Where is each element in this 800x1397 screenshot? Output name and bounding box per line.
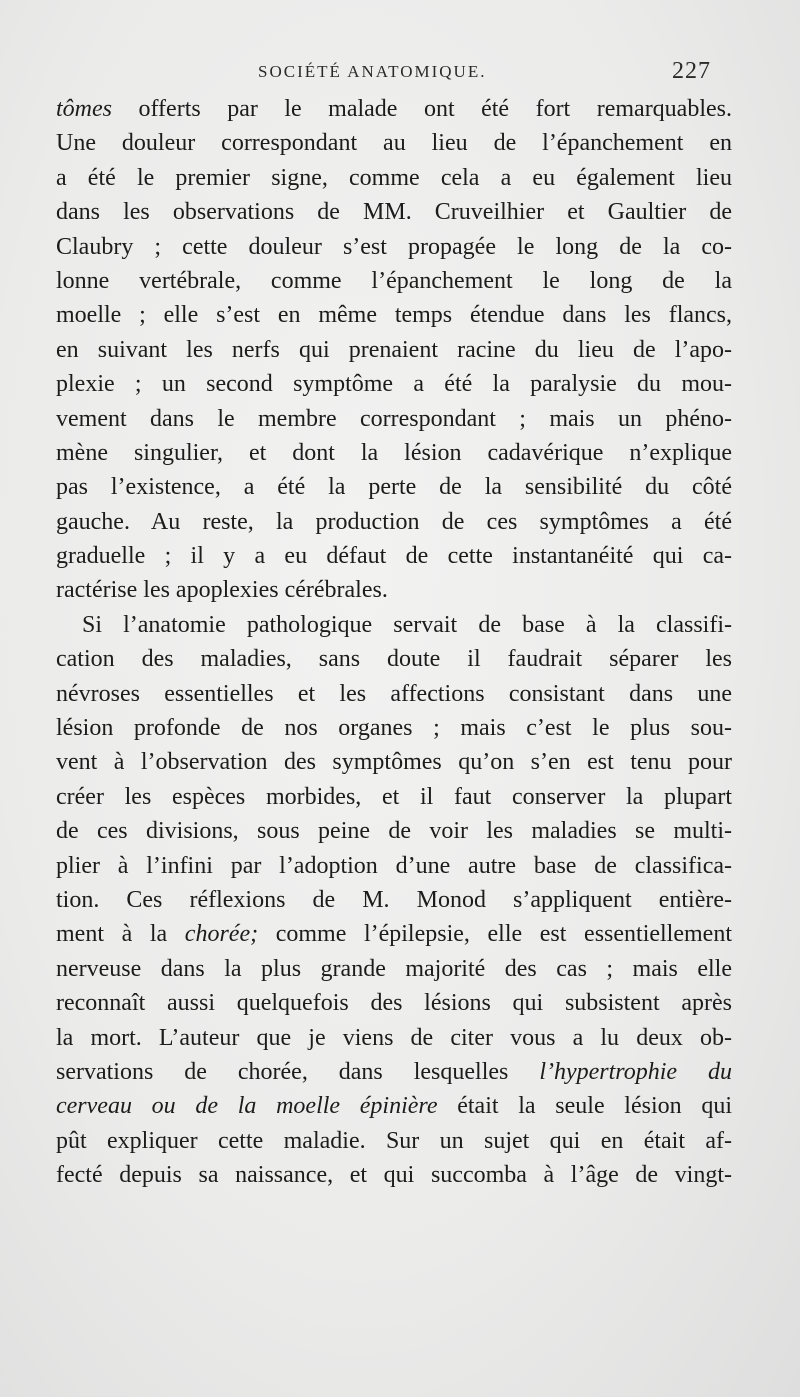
line-text: reconnaît aussi quelquefois des lésions qui subsistent après (56, 990, 732, 1017)
italic-text: cerveau ou de la moelle épinière (56, 1093, 438, 1120)
italic-text: tômes (56, 96, 112, 122)
text-line (56, 849, 732, 883)
text-line (56, 92, 732, 126)
italic-text: l’hypertrophie du (539, 1058, 733, 1085)
text-line (56, 952, 732, 986)
text-line (56, 195, 732, 229)
line-text: mène singulier, et dont la lésion cadavérique n’explique (56, 439, 732, 466)
line-text: vement dans le membre correspondant ; mais un phéno- (56, 405, 732, 432)
line-text: en suivant les nerfs qui prenaient racine du lieu de l’apo- (56, 336, 732, 363)
line-text: lésion profonde de nos organes ; mais c’est le plus sou- (56, 715, 732, 742)
line-text: graduelle ; il y a eu défaut de cette instantanéité qui ca- (56, 543, 732, 570)
text-line (56, 814, 732, 848)
text-line (56, 677, 732, 711)
line-text: comme l’épilepsie, elle est essentiellement (258, 921, 732, 948)
line-text: vent à l’observation des symptômes qu’on s’en est tenu pour (56, 749, 732, 776)
text-line (56, 986, 732, 1020)
line-text: pût expliquer cette maladie. Sur un sujet qui en était af- (56, 1127, 732, 1154)
line-text: ractérise les apoplexies cérébrales. (56, 577, 388, 604)
line-text: gauche. Au reste, la production de ces symptômes a été (56, 508, 732, 535)
text-line (56, 539, 732, 573)
text-line (56, 367, 732, 401)
text-line (56, 608, 732, 642)
line-text: offerts par le malade ont été fort remarquables. (112, 96, 732, 122)
text-line (56, 264, 732, 298)
italic-text: chorée; (184, 921, 259, 948)
line-text: Claubry ; cette douleur s’est propagée le long de la co- (56, 233, 732, 260)
line-text: tion. Ces réflexions de M. Monod s’appliquent entière- (56, 886, 732, 913)
text-line (56, 1021, 732, 1055)
text-line (56, 436, 732, 470)
text-line (56, 333, 732, 367)
text-line (56, 917, 732, 951)
text-line (56, 745, 732, 779)
line-text: Une douleur correspondant au lieu de l’épanchement en (56, 130, 732, 157)
text-line (56, 780, 732, 814)
line-text: plier à l’infini par l’adoption d’une autre base de classifica- (56, 852, 732, 879)
line-text: était la seule lésion qui (437, 1093, 733, 1120)
line-text: moelle ; elle s’est en même temps étendue dans les flancs, (56, 302, 732, 329)
text-line (56, 161, 732, 195)
text-line (56, 1124, 732, 1158)
line-text: plexie ; un second symptôme a été la paralysie du mou- (56, 371, 732, 398)
line-text: fecté depuis sa naissance, et qui succomba à l’âge de vingt- (56, 1162, 732, 1189)
text-line (56, 470, 732, 504)
text-line (56, 505, 732, 539)
page-header (0, 58, 800, 88)
line-text: la mort. L’auteur que je viens de citer vous a lu deux ob- (56, 1024, 732, 1051)
line-text: névroses essentielles et les affections consistant dans une (56, 680, 732, 707)
text-line (56, 298, 732, 332)
text-line (56, 711, 732, 745)
line-text: dans les observations de MM. Cruveilhier et Gaultier de (56, 199, 732, 226)
text-line (56, 1055, 732, 1089)
text-line (56, 126, 732, 160)
text-line (56, 230, 732, 264)
text-line (56, 1158, 732, 1192)
text-line (56, 642, 732, 676)
line-text: de ces divisions, sous peine de voir les maladies se multi- (56, 818, 732, 845)
body-text (56, 92, 732, 1193)
text-line (56, 1089, 732, 1123)
line-text: servations de chorée, dans lesquelles (56, 1058, 540, 1085)
text-line (56, 402, 732, 436)
line-text: Si l’anatomie pathologique servait de base à la classifi- (82, 611, 732, 638)
running-head: SOCIÉTÉ ANATOMIQUE. (258, 62, 487, 81)
line-text: lonne vertébrale, comme l’épanchement le long de la (56, 267, 732, 294)
line-text: a été le premier signe, comme cela a eu également lieu (56, 164, 732, 191)
text-line (56, 573, 732, 607)
page-number: 227 (672, 58, 711, 84)
line-text: pas l’existence, a été la perte de la sensibilité du côté (56, 474, 732, 501)
line-text: ment à la (56, 921, 185, 948)
line-text: nerveuse dans la plus grande majorité des cas ; mais elle (56, 955, 732, 982)
line-text: cation des maladies, sans doute il faudrait séparer les (56, 646, 732, 673)
line-text: créer les espèces morbides, et il faut conserver la plupart (56, 783, 732, 810)
text-line (56, 883, 732, 917)
